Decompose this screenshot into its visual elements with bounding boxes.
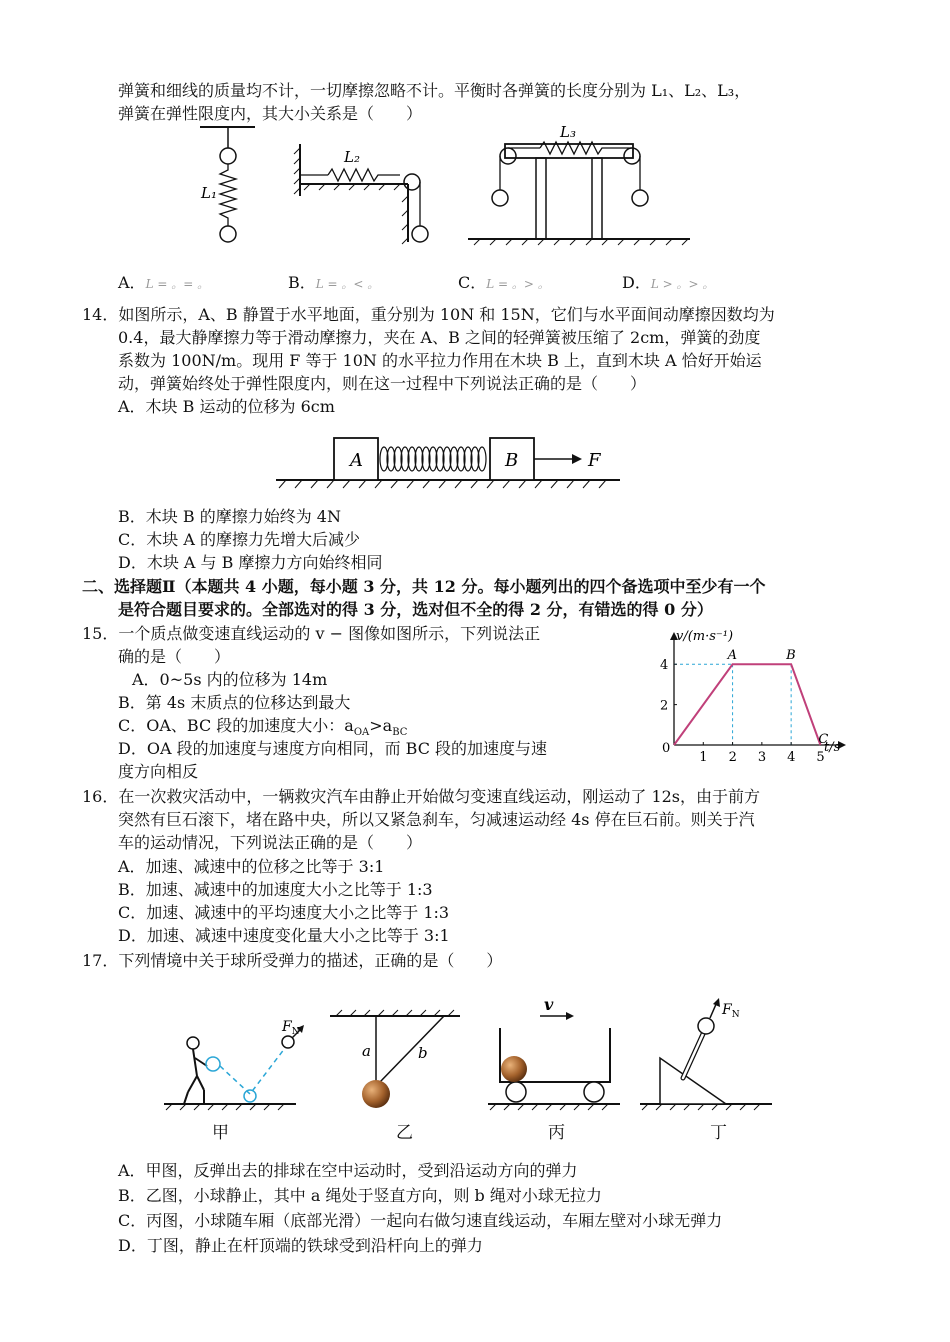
- rope-b-label: b: [418, 1044, 428, 1062]
- l3-label: L₃: [560, 124, 576, 141]
- q14-line2: 0.4，最大静摩擦力等于滑动摩擦力，夹在 A、B 之间的轻弹簧被压缩了 2cm，弹簧的劲度: [118, 328, 761, 347]
- rope-a-label: a: [362, 1042, 371, 1060]
- l1-label: L₁: [201, 184, 217, 202]
- q15-option-c: C．OA、BC 段的加速度大小：$a_{OA}>a_{BC}$: [118, 716, 408, 739]
- q15-option-b: B．第 4s 末质点的位移达到最大: [118, 693, 351, 712]
- point-label: B: [786, 648, 796, 664]
- q15-line1: 15．一个质点做变速直线运动的 v − 图像如图所示，下列说法正: [82, 624, 541, 643]
- q15-vt-chart: [650, 626, 850, 766]
- origin-label: 0: [662, 741, 671, 756]
- force-f-label: F: [588, 450, 601, 471]
- x-tick-label: 4: [787, 750, 796, 765]
- q13-option-c: C．L = 。> 。: [458, 273, 550, 292]
- q17-stem: 17．下列情境中关于球所受弹力的描述，正确的是（ ）: [82, 951, 503, 970]
- q14-option-a: A．木块 B 运动的位移为 6cm: [118, 397, 335, 416]
- x-tick-label: 1: [699, 750, 708, 765]
- y-tick-label: 2: [660, 698, 669, 714]
- q13-line2: 弹簧在弹性限度内，其大小关系是（ ）: [118, 104, 423, 123]
- q14-option-d: D．木块 A 与 B 摩擦力方向始终相同: [118, 553, 383, 572]
- q16-line2: 突然有巨石滚下，堵在路中央，所以又紧急刹车，匀减速运动经 4s 停在巨石前。则关于汽: [118, 810, 755, 829]
- x-tick-label: 2: [728, 750, 737, 765]
- point-label: C: [818, 732, 829, 747]
- q14-blocks-figure: [276, 428, 622, 498]
- q15-line2: 确的是（ ）: [118, 647, 231, 666]
- q16-option-b: B．加速、减速中的加速度大小之比等于 1:3: [118, 880, 433, 899]
- ding-fn-label: $F_N$: [722, 1002, 740, 1020]
- q17-option-c: C．丙图，小球随车厢（底部光滑）一起向右做匀速直线运动，车厢左壁对小球无弹力: [118, 1211, 723, 1230]
- q16-option-c: C．加速、减速中的平均速度大小之比等于 1:3: [118, 903, 450, 922]
- block-a-label: A: [350, 450, 363, 471]
- q17-option-b: B．乙图，小球静止，其中 a 绳处于竖直方向，则 b 绳对小球无拉力: [118, 1186, 602, 1205]
- section2-heading-line1: 二、选择题Ⅱ（本题共 4 小题，每小题 3 分，共 12 分。每小题列出的四个备选项中至少有一个: [82, 577, 766, 596]
- q16-option-d: D．加速、减速中速度变化量大小之比等于 3:1: [118, 926, 450, 945]
- l2-label: L₂: [344, 148, 360, 166]
- q13-spring-figure: [200, 124, 700, 252]
- q13-option-d: D．L > 。> 。: [622, 273, 715, 292]
- figure-ding: [640, 998, 772, 1110]
- q14-line1: 14．如图所示，A、B 静置于水平地面，重分别为 10N 和 15N，它们与水平面间动摩擦因数均为: [82, 305, 775, 324]
- caption-bing: 丙: [548, 1123, 565, 1143]
- q15-option-d-line2: 度方向相反: [118, 762, 199, 781]
- q14-option-c: C．木块 A 的摩擦力先增大后减少: [118, 530, 360, 549]
- q14-line3: 系数为 100N/m。现用 F 等于 10N 的水平拉力作用在木块 B 上，直到木块 A 恰好开始运: [118, 351, 762, 370]
- y-tick-label: 4: [660, 658, 669, 674]
- q17-option-d: D．丁图，静止在杆顶端的铁球受到沿杆向上的弹力: [118, 1236, 483, 1255]
- x-tick-label: 3: [757, 750, 767, 765]
- velocity-v-label: v: [544, 996, 554, 1014]
- figure-jia: [164, 1019, 304, 1110]
- q16-line1: 16．在一次救灾活动中，一辆救灾汽车由静止开始做匀变速直线运动，刚运动了 12s，由于前方: [82, 787, 761, 806]
- y-axis-label: v/(m·s⁻¹): [676, 629, 734, 644]
- series-line: [674, 664, 820, 745]
- point-label: A: [727, 648, 737, 664]
- caption-yi: 乙: [396, 1123, 413, 1143]
- q13-option-b: B．L = 。< 。: [288, 273, 380, 292]
- x-axis-label: t/s: [824, 740, 841, 755]
- q17-figures: [160, 996, 780, 1116]
- block-b-label: B: [505, 450, 519, 471]
- jia-fn-label: $F_N$: [282, 1019, 300, 1037]
- q14-line4: 动，弹簧始终处于弹性限度内，则在这一过程中下列说法正确的是（ ）: [118, 374, 647, 393]
- q17-option-a: A．甲图，反弹出去的排球在空中运动时，受到沿运动方向的弹力: [118, 1161, 578, 1180]
- q14-option-b: B．木块 B 的摩擦力始终为 4N: [118, 507, 341, 526]
- caption-ding: 丁: [710, 1123, 727, 1143]
- x-tick-label: 5: [816, 750, 825, 765]
- q15-option-a: A．0~5s 内的位移为 14m: [132, 670, 328, 689]
- figure-bing: [488, 996, 620, 1110]
- q16-line3: 车的运动情况，下列说法正确的是（ ）: [118, 833, 423, 852]
- q13-option-a: A．L = 。= 。: [118, 273, 210, 292]
- q13-line1: 弹簧和细线的质量均不计，一切摩擦忽略不计。平衡时各弹簧的长度分别为 L₁、L₂、L₃，: [118, 81, 751, 100]
- figure-yi: [330, 1010, 460, 1108]
- q15-option-d-line1: D．OA 段的加速度与速度方向相同，而 BC 段的加速度与速: [118, 739, 548, 758]
- q16-option-a: A．加速、减速中的位移之比等于 3:1: [118, 857, 385, 876]
- caption-jia: 甲: [212, 1123, 229, 1143]
- section2-heading-line2: 是符合题目要求的。全部选对的得 3 分，选对但不全的得 2 分，有错选的得 0 分）: [118, 600, 713, 619]
